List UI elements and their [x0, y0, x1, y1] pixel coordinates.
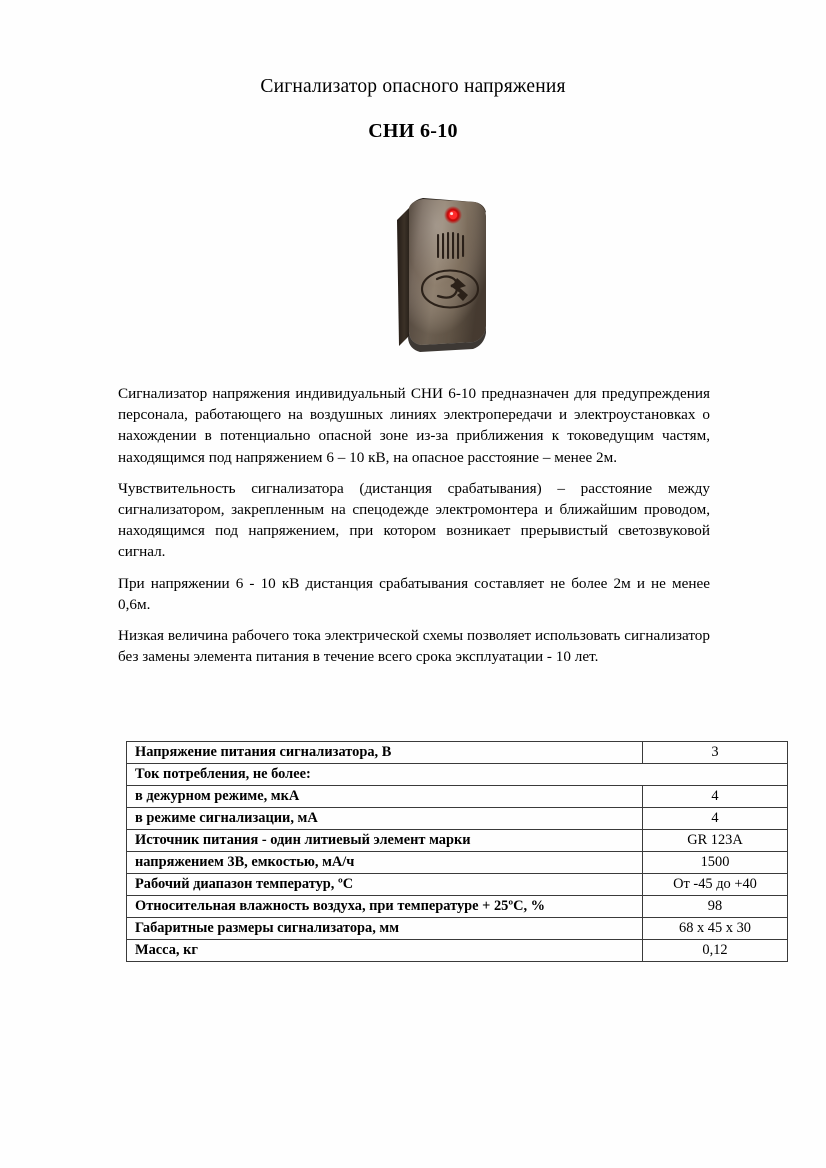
- spec-value: От -45 до +40: [643, 874, 788, 896]
- specifications-table: [126, 741, 788, 962]
- product-photo: [383, 186, 503, 358]
- table-row: [127, 918, 788, 940]
- spec-parameter: Ток потребления, не более:: [127, 764, 788, 786]
- spec-value: 4: [643, 808, 788, 830]
- spec-parameter: в режиме сигнализации, мА: [127, 808, 643, 830]
- spec-parameter: в дежурном режиме, мкА: [127, 786, 643, 808]
- spec-value: GR 123A: [643, 830, 788, 852]
- table-row: [127, 896, 788, 918]
- spec-parameter: Рабочий диапазон температур, ºС: [127, 874, 643, 896]
- spec-value: 3: [643, 742, 788, 764]
- page-subtitle-model: СНИ 6-10: [368, 120, 458, 142]
- table-row: [127, 808, 788, 830]
- spec-parameter: Масса, кг: [127, 940, 643, 962]
- spec-parameter: Напряжение питания сигнализатора, В: [127, 742, 643, 764]
- table-row: [127, 764, 788, 786]
- table-row: [127, 830, 788, 852]
- spec-value: 98: [643, 896, 788, 918]
- table-row: [127, 742, 788, 764]
- paragraph-1: Сигнализатор напряжения индивидуальный СНИ 6-10 предназначен для предупреждения персонала, работающего на воздушных линиях электропередачи и электроустановках о нахождении в потенциально опасной зоне из-за приближения к токоведущим частям, находящимся под напряжением 6 – 10 кВ, на опасное расстояние – менее 2м.: [118, 385, 710, 466]
- spec-value: 0,12: [643, 940, 788, 962]
- body-text: [118, 383, 710, 667]
- spec-parameter: напряжением 3В, емкостью, мА/ч: [127, 852, 643, 874]
- product-device-illustration: [383, 186, 503, 358]
- spec-parameter: Источник питания - один литиевый элемент марки: [127, 830, 643, 852]
- paragraph-4: Низкая величина рабочего тока электрической схемы позволяет использовать сигнализатор без замены элемента питания в течение всего срока эксплуатации - 10 лет.: [118, 627, 710, 666]
- paragraph-2: Чувствительность сигнализатора (дистанция срабатывания) – расстояние между сигнализатором, закрепленным на спецодежде электромонтера и ближайшим проводом, находящимся под напряжением, при котором возникает прерывистый светозвуковой сигнал.: [118, 479, 710, 561]
- table-row: [127, 940, 788, 962]
- table-row: [127, 874, 788, 896]
- spec-value: 68 x 45 x 30: [643, 918, 788, 940]
- spec-parameter: Габаритные размеры сигнализатора, мм: [127, 918, 643, 940]
- page-title: Сигнализатор опасного напряжения: [260, 76, 566, 97]
- table-row: [127, 852, 788, 874]
- spec-value: 4: [643, 786, 788, 808]
- spec-parameter: Относительная влажность воздуха, при температуре + 25ºС, %: [127, 896, 643, 918]
- specifications-table-body: [127, 742, 788, 962]
- spec-value: 1500: [643, 852, 788, 874]
- paragraph-3: При напряжении 6 - 10 кВ дистанция срабатывания составляет не более 2м и не менее 0,6м.: [118, 574, 710, 613]
- table-row: [127, 786, 788, 808]
